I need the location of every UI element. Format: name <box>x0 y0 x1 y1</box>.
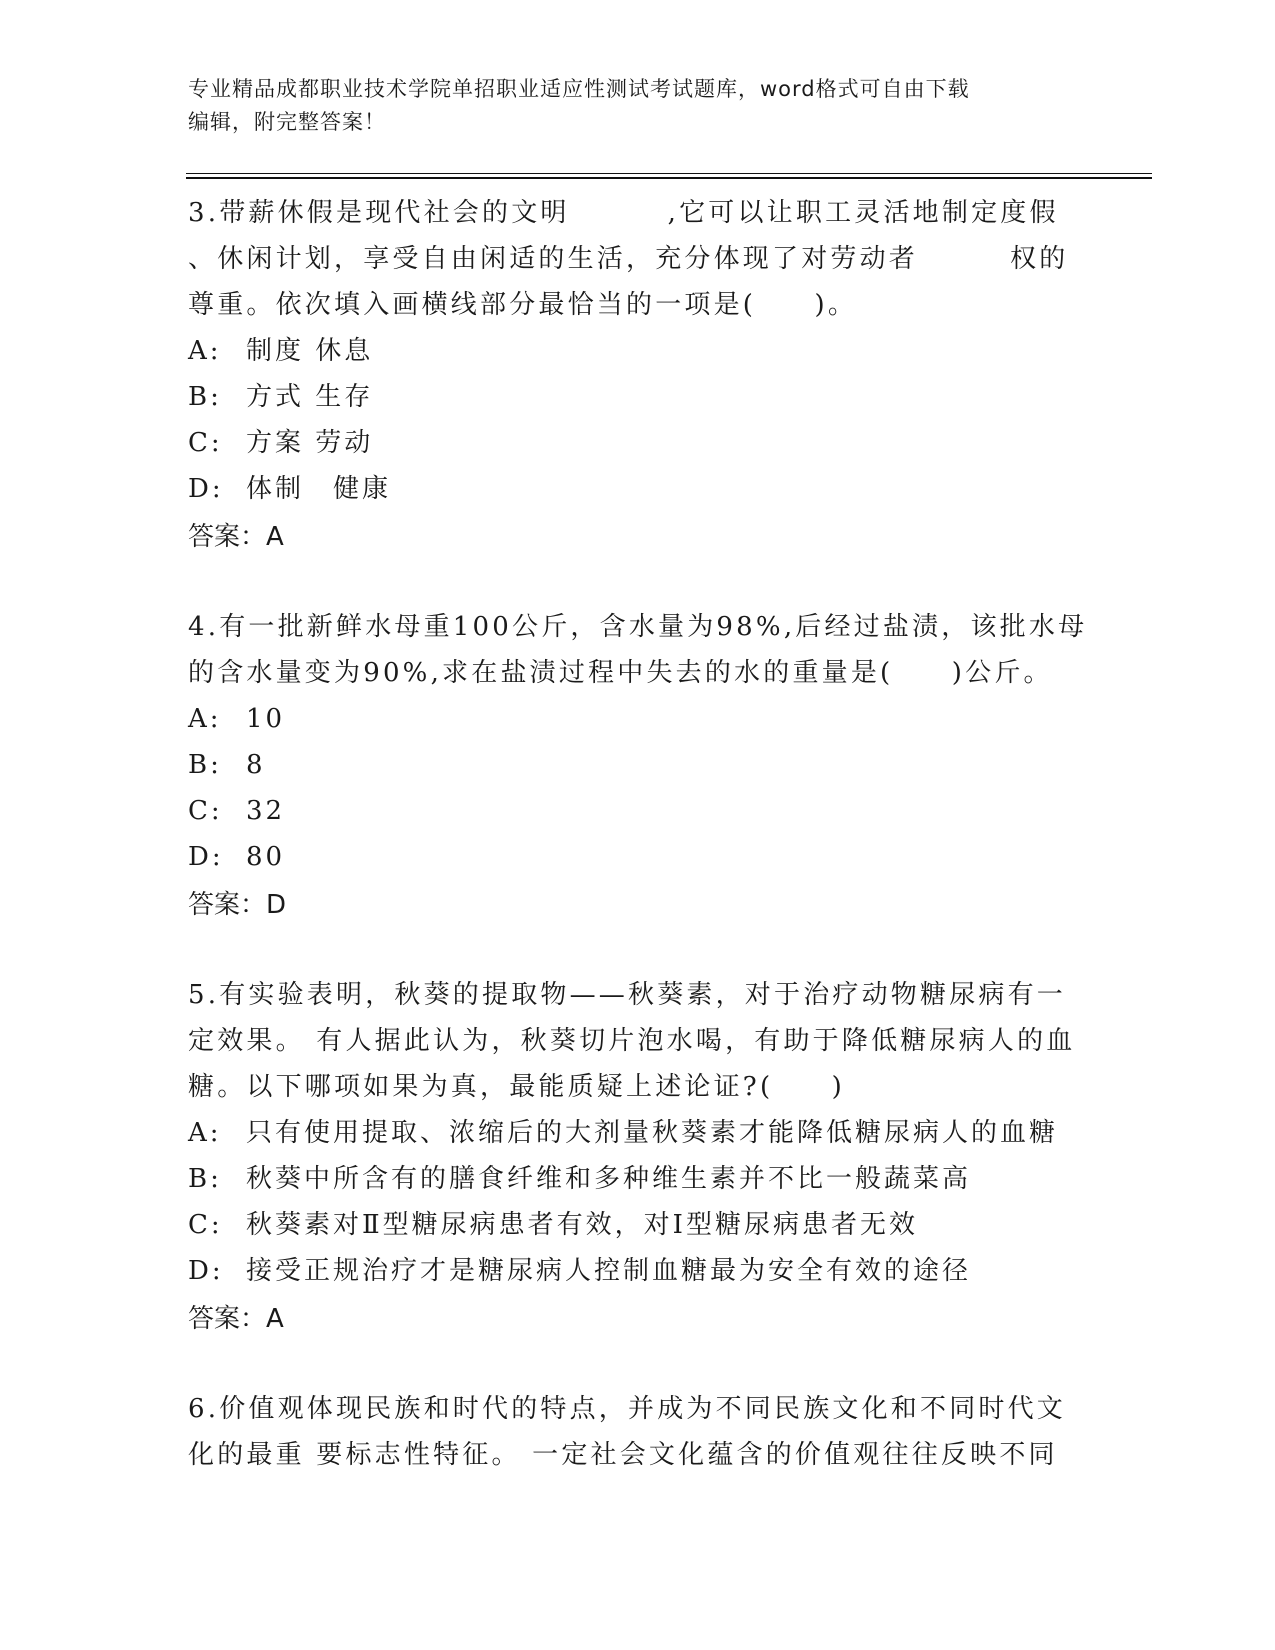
question-4 <box>188 604 1088 928</box>
answer-label: 答案：D <box>188 890 287 920</box>
option-c: C: 秋葵素对Ⅱ型糖尿病患者有效，对Ⅰ型糖尿病患者无效 <box>188 1210 918 1240</box>
option-c: C: 方案 劳动 <box>188 428 374 458</box>
question-5 <box>188 972 1088 1342</box>
header-line-1: 专业精品成都职业技术学院单招职业适应性测试考试题库，word格式可自由下载 <box>188 77 970 101</box>
question-stem: 5.有实验表明，秋葵的提取物——秋葵素，对于治疗动物糖尿病有一 定效果。 有人据此认为，秋葵切片泡水喝，有助于降低糖尿病人的血 糖。以下哪项如果为真，最能质疑上述论证?( ) <box>188 980 1076 1102</box>
question-stem: 4.有一批新鲜水母重100公斤，含水量为98%,后经过盐渍，该批水母 的含水量变为90%,求在盐渍过程中失去的水的重量是( )公斤。 <box>188 612 1088 688</box>
option-b: B: 方式 生存 <box>188 382 374 412</box>
header-rule-thick <box>186 177 1152 179</box>
question-3 <box>188 190 1088 560</box>
question-list <box>188 190 1088 1522</box>
option-a: A: 只有使用提取、浓缩后的大剂量秋葵素才能降低糖尿病人的血糖 <box>188 1118 1059 1148</box>
question-stem: 3.带薪休假是现代社会的文明 ,它可以让职工灵活地制定度假 、休闲计划，享受自由闲适的生活，充分体现了对劳动者 权的 尊重。依次填入画横线部分最恰当的一项是( )。 <box>188 198 1069 320</box>
option-d: D: 体制 健康 <box>188 474 392 504</box>
question-6 <box>188 1386 1088 1478</box>
option-c: C: 32 <box>188 796 286 826</box>
question-stem: 6.价值观体现民族和时代的特点，并成为不同民族文化和不同时代文 化的最重 要标志性特征。 一定社会文化蕴含的价值观往往反映不同 <box>188 1394 1067 1470</box>
header-rule-thin <box>186 173 1152 174</box>
answer-label: 答案：A <box>188 1304 284 1334</box>
option-d: D: 80 <box>188 842 286 872</box>
answer-label: 答案：A <box>188 522 284 552</box>
header-line-2: 编辑，附完整答案！ <box>188 110 386 134</box>
option-b: B: 秋葵中所含有的膳食纤维和多种维生素并不比一般蔬菜高 <box>188 1164 972 1194</box>
page-header <box>188 73 1088 139</box>
option-b: B: 8 <box>188 750 266 780</box>
option-a: A: 10 <box>188 704 286 734</box>
option-d: D: 接受正规治疗才是糖尿病人控制血糖最为安全有效的途径 <box>188 1256 972 1286</box>
option-a: A: 制度 休息 <box>188 336 374 366</box>
